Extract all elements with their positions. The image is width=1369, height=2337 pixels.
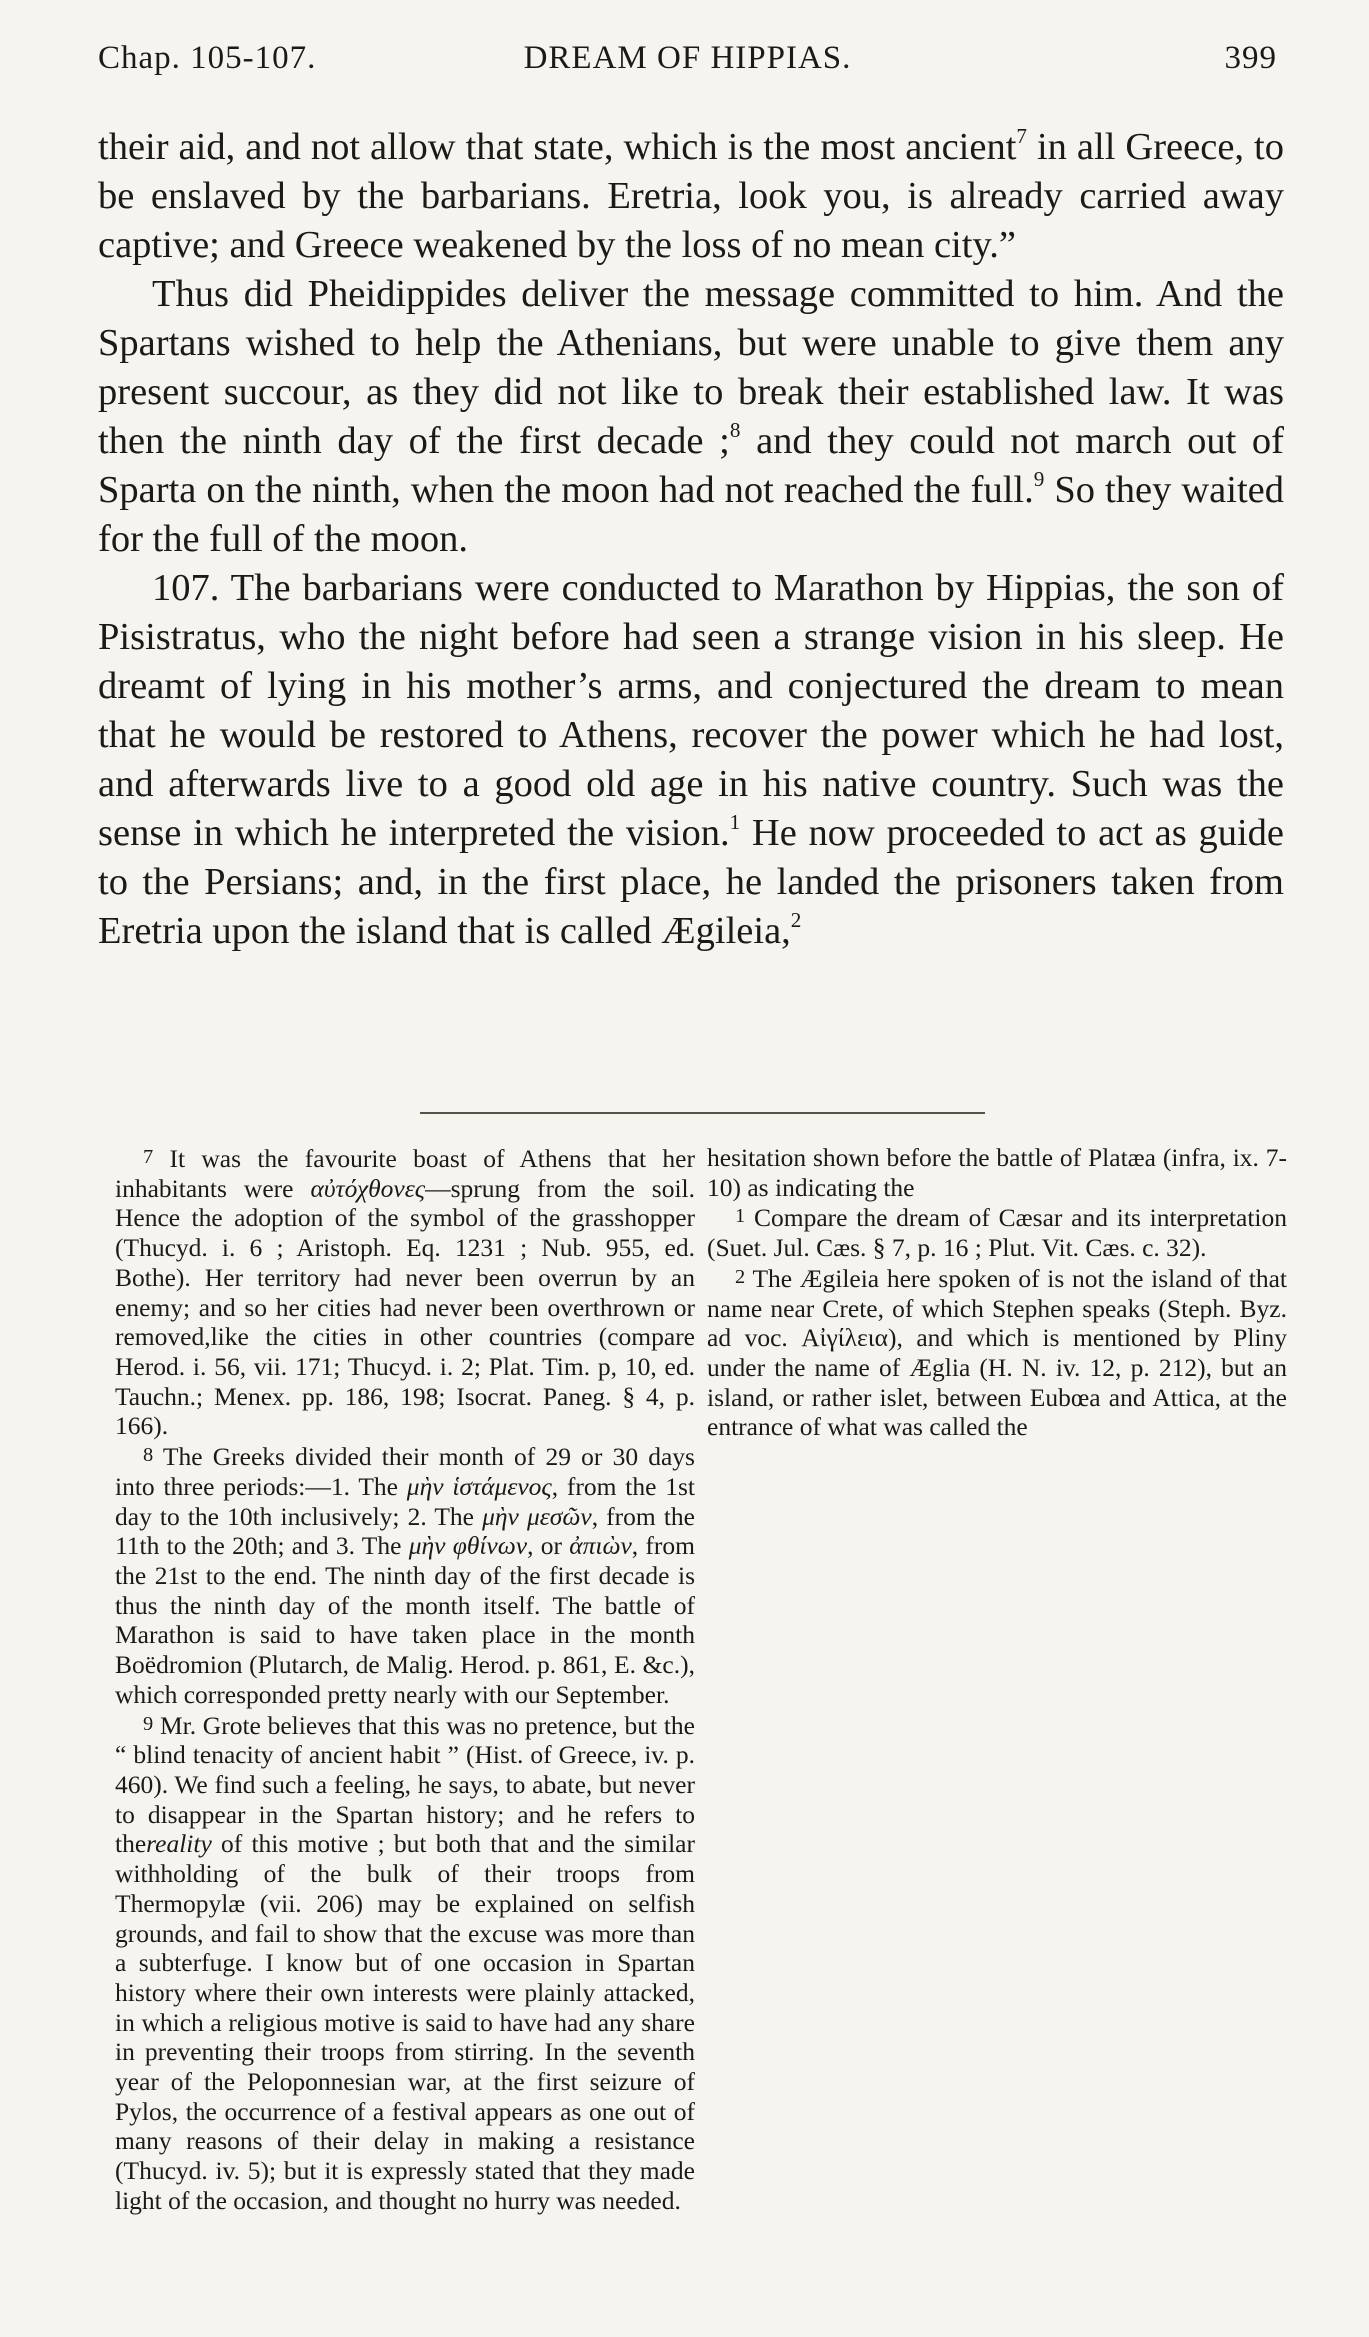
chapter-range: Chap. 105-107. bbox=[98, 40, 317, 76]
page-number: 399 bbox=[1224, 40, 1277, 76]
running-header bbox=[98, 40, 1277, 86]
footnotes-right-column bbox=[707, 1143, 1287, 2216]
running-title: DREAM OF HIPPIAS. bbox=[523, 40, 852, 76]
footnotes-left-column bbox=[115, 1143, 695, 2216]
footnote-ref: 9 bbox=[1033, 467, 1045, 492]
footnotes bbox=[115, 1143, 1287, 2216]
paragraph-continuation: their aid, and not allow that state, which is the most ancient$^7$ in all Greece, to be enslaved by the barbarians. Eretria, look you, is already carried away captive; and Greece weakened by the loss of no mean city.” bbox=[98, 124, 1284, 266]
footnote-ref: 7 bbox=[1016, 124, 1027, 149]
footnote-ref: 2 bbox=[790, 908, 802, 933]
footnote-ref: 1 bbox=[729, 810, 741, 835]
footnote-1: 1 Compare the dream of Cæsar and its interpretation (Suet. Jul. Cæs. § 7, p. 16 ; Plut. Vit. Cæs. c. 32). bbox=[707, 1203, 1287, 1263]
footnote-8: 8 The Greeks divided their month of 29 or 30 days into three periods:—1. The μὴν ἱστάμενος, from the 1st day to the 10th inclusively; 2. The μὴν μεσῶν, from the 11th to the 20th; and 3. The μὴν φθίνων, or ἀπιὼν, from the 21st to the end. The ninth day of the first decade is thus the ninth day of the month itself. The battle of Marathon is said to have taken place in the month Boëdromion (Plutarch, de Malig. Herod. p. 861, E. &c.), which corresponded pretty nearly with our September. bbox=[115, 1442, 695, 1709]
paragraph-107: 107. The barbarians were conducted to Marathon by Hippias, the son of Pisistratus, who the night before had seen a strange vision in his sleep. He dreamt of lying in his mother’s arms, and conjectured the dream to mean that he would be restored to Athens, recover the power which he had lost, and afterwards live to a good old age in his native country. Such was the sense in which he interpreted the vision.$^1$ He now proceeded to act as guide to the Persians; and, in the first place, he landed the prisoners taken from Eretria upon the island that is called Ægileia,$^2$ bbox=[98, 567, 1285, 952]
footnote-ref: 8 bbox=[729, 418, 741, 443]
footnote-7: 7 It was the favourite boast of Athens that her inhabitants were αὐτόχθονες—sprung from the soil. Hence the adoption of the symbol of the grasshopper (Thucyd. i. 6 ; Aristoph. Eq. 1231 ; Nub. 955, ed. Bothe). Her territory had never been overrun by an enemy; and so her cities had never been overthrown or removed,like the cities in other countries (compare Herod. i. 56, vii. 171; Thucyd. i. 2; Plat. Tim. p, 10, ed. Tauchn.; Menex. pp. 186, 198; Isocrat. Paneg. § 4, p. 166). bbox=[115, 1144, 695, 1441]
footnote-9-continued: hesitation shown before the battle of Platæa (infra, ix. 7-10) as indicating the bbox=[707, 1143, 1287, 1202]
main-text bbox=[98, 123, 1284, 956]
paragraph-pheidippides: Thus did Pheidippides deliver the message committed to him. And the Spartans wished to help the Athenians, but were unable to give them any present succour, as they did not like to break their established law. It was then the ninth day of the first decade ;$^8$ and they could not march out of Sparta on the ninth, when the moon had not reached the full.$^9$ So they waited for the full of the moon. bbox=[98, 273, 1284, 560]
footnote-divider bbox=[420, 1112, 985, 1114]
footnote-2: 2 The Ægileia here spoken of is not the island of that name near Crete, of which Stephen speaks (Steph. Byz. ad voc. Αἰγίλεια), and which is mentioned by Pliny under the name of Æglia (H. N. iv. 12, p. 212), but an island, or rather islet, between Eubœa and Attica, at the entrance of what was called the bbox=[707, 1263, 1287, 1442]
footnote-9: 9 Mr. Grote believes that this was no pretence, but the “ blind tenacity of ancient habit ” (Hist. of Greece, iv. p. 460). We find such a feeling, he says, to abate, but never to disappear in the Spartan history; and he refers to thereality of this motive ; but both that and the similar withholding of the bulk of their troops from Thermopylæ (vii. 206) may be explained on selfish grounds, and fail to show that the excuse was more than a subterfuge. I know but of one occasion in Spartan history where their own interests were plainly attacked, in which a religious motive is said to have had any share in preventing their troops from stirring. In the seventh year of the Peloponnesian war, at the first seizure of Pylos, the occurrence of a festival appears as one out of many reasons of their delay in making a resistance (Thucyd. iv. 5); but it is expressly stated that they made light of the occasion, and thought no hurry was needed. bbox=[115, 1710, 695, 2215]
